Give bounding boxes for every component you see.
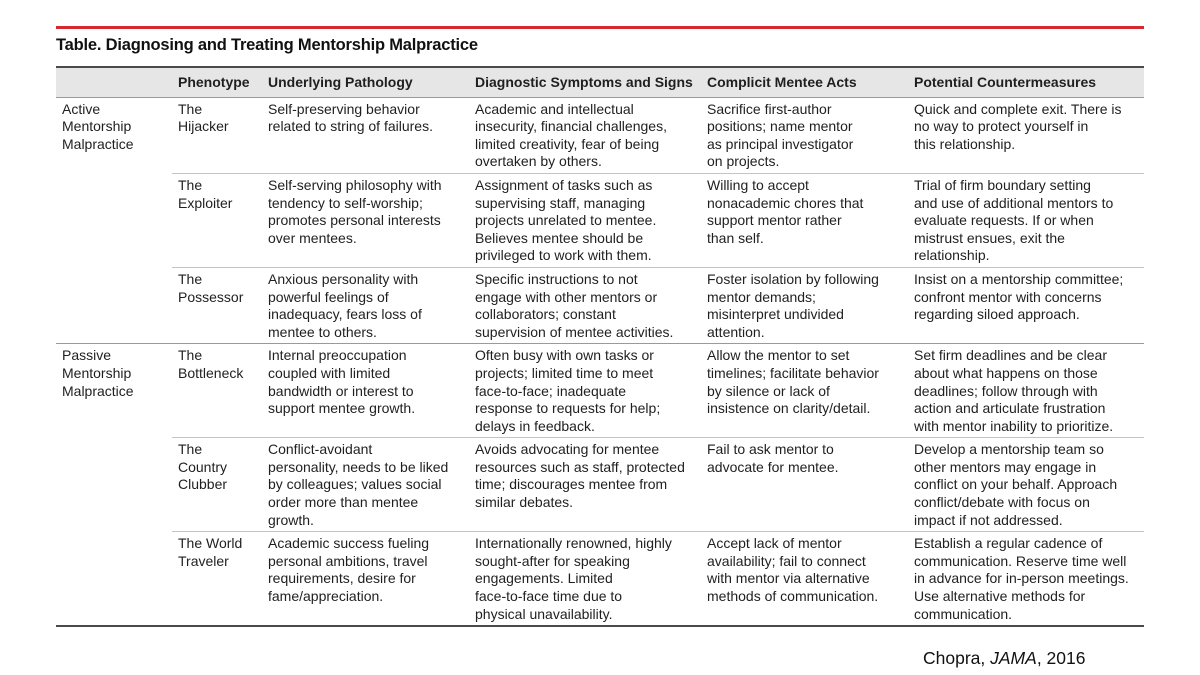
table-row (56, 97, 1144, 173)
column-header-countermeasures: Potential Countermeasures (908, 67, 1144, 97)
header-row (56, 67, 1144, 97)
phenotype-cell: The Country Clubber (172, 438, 262, 532)
citation-author: Chopra, (923, 648, 991, 668)
title-rule (56, 26, 1144, 29)
column-header-category (56, 67, 172, 97)
table-row (56, 344, 1144, 438)
countermeasures-cell: Establish a regular cadence of communication. Reserve time well in advance for in-person meetings. Use alternative methods for communication. (908, 532, 1144, 626)
countermeasures-cell: Trial of firm boundary setting and use of additional mentors to evaluate requests. If or when mistrust ensues, exit the relationship. (908, 173, 1144, 267)
column-header-pathology: Underlying Pathology (262, 67, 469, 97)
column-header-mentee-acts: Complicit Mentee Acts (701, 67, 908, 97)
countermeasures-cell: Develop a mentorship team so other mentors may engage in conflict on your behalf. Approach conflict/debate with focus on impact if not addressed. (908, 438, 1144, 532)
table-container (56, 66, 1144, 627)
phenotype-cell: The Bottleneck (172, 344, 262, 438)
mentee-acts-cell: Sacrifice first-author positions; name mentor as principal investigator on projects. (701, 97, 908, 173)
phenotype-cell: The Exploiter (172, 173, 262, 267)
phenotype-cell: The Possessor (172, 267, 262, 343)
countermeasures-cell: Quick and complete exit. There is no way to protect yourself in this relationship. (908, 97, 1144, 173)
mentee-acts-cell: Accept lack of mentor availability; fail to connect with mentor via alternative methods of communication. (701, 532, 908, 626)
pathology-cell: Academic success fueling personal ambitions, travel requirements, desire for fame/appreciation. (262, 532, 469, 626)
mentee-acts-cell: Allow the mentor to set timelines; facilitate behavior by silence or lack of insistence on clarity/detail. (701, 344, 908, 438)
phenotype-cell: The Hijacker (172, 97, 262, 173)
table-title: Table. Diagnosing and Treating Mentorship Malpractice (56, 36, 478, 54)
group-label-passive: Passive Mentorship Malpractice (56, 344, 172, 626)
citation-journal: JAMA (990, 648, 1037, 668)
column-header-phenotype: Phenotype (172, 67, 262, 97)
pathology-cell: Anxious personality with powerful feelings of inadequacy, fears loss of mentee to others. (262, 267, 469, 343)
pathology-cell: Internal preoccupation coupled with limited bandwidth or interest to support mentee growth. (262, 344, 469, 438)
symptoms-cell: Often busy with own tasks or projects; limited time to meet face-to-face; inadequate response to requests for help; delays in feedback. (469, 344, 701, 438)
table-row (56, 267, 1144, 343)
countermeasures-cell: Set firm deadlines and be clear about what happens on those deadlines; follow through with action and articulate frustration with mentor inability to prioritize. (908, 344, 1144, 438)
citation-year: , 2016 (1036, 648, 1086, 668)
citation (923, 648, 1085, 669)
countermeasures-cell: Insist on a mentorship committee; confront mentor with concerns regarding siloed approach. (908, 267, 1144, 343)
table-row (56, 173, 1144, 267)
column-header-symptoms: Diagnostic Symptoms and Signs (469, 67, 701, 97)
symptoms-cell: Avoids advocating for mentee resources such as staff, protected time; discourages mentee from similar debates. (469, 438, 701, 532)
symptoms-cell: Academic and intellectual insecurity, financial challenges, limited creativity, fear of being overtaken by others. (469, 97, 701, 173)
table-row (56, 438, 1144, 532)
pathology-cell: Conflict-avoidant personality, needs to be liked by colleagues; values social order more than mentee growth. (262, 438, 469, 532)
symptoms-cell: Internationally renowned, highly sought-after for speaking engagements. Limited face-to-face time due to physical unavailability. (469, 532, 701, 626)
pathology-cell: Self-serving philosophy with tendency to self-worship; promotes personal interests over mentees. (262, 173, 469, 267)
pathology-cell: Self-preserving behavior related to string of failures. (262, 97, 469, 173)
symptoms-cell: Specific instructions to not engage with other mentors or collaborators; constant supervision of mentee activities. (469, 267, 701, 343)
phenotype-cell: The World Traveler (172, 532, 262, 626)
mentee-acts-cell: Willing to accept nonacademic chores that support mentor rather than self. (701, 173, 908, 267)
table-row (56, 532, 1144, 626)
symptoms-cell: Assignment of tasks such as supervising staff, managing projects unrelated to mentee. Believes mentee should be privileged to work with them. (469, 173, 701, 267)
group-label-active: Active Mentorship Malpractice (56, 97, 172, 344)
mentee-acts-cell: Foster isolation by following mentor demands; misinterpret undivided attention. (701, 267, 908, 343)
mentee-acts-cell: Fail to ask mentor to advocate for mentee. (701, 438, 908, 532)
mentorship-malpractice-table (56, 66, 1144, 627)
